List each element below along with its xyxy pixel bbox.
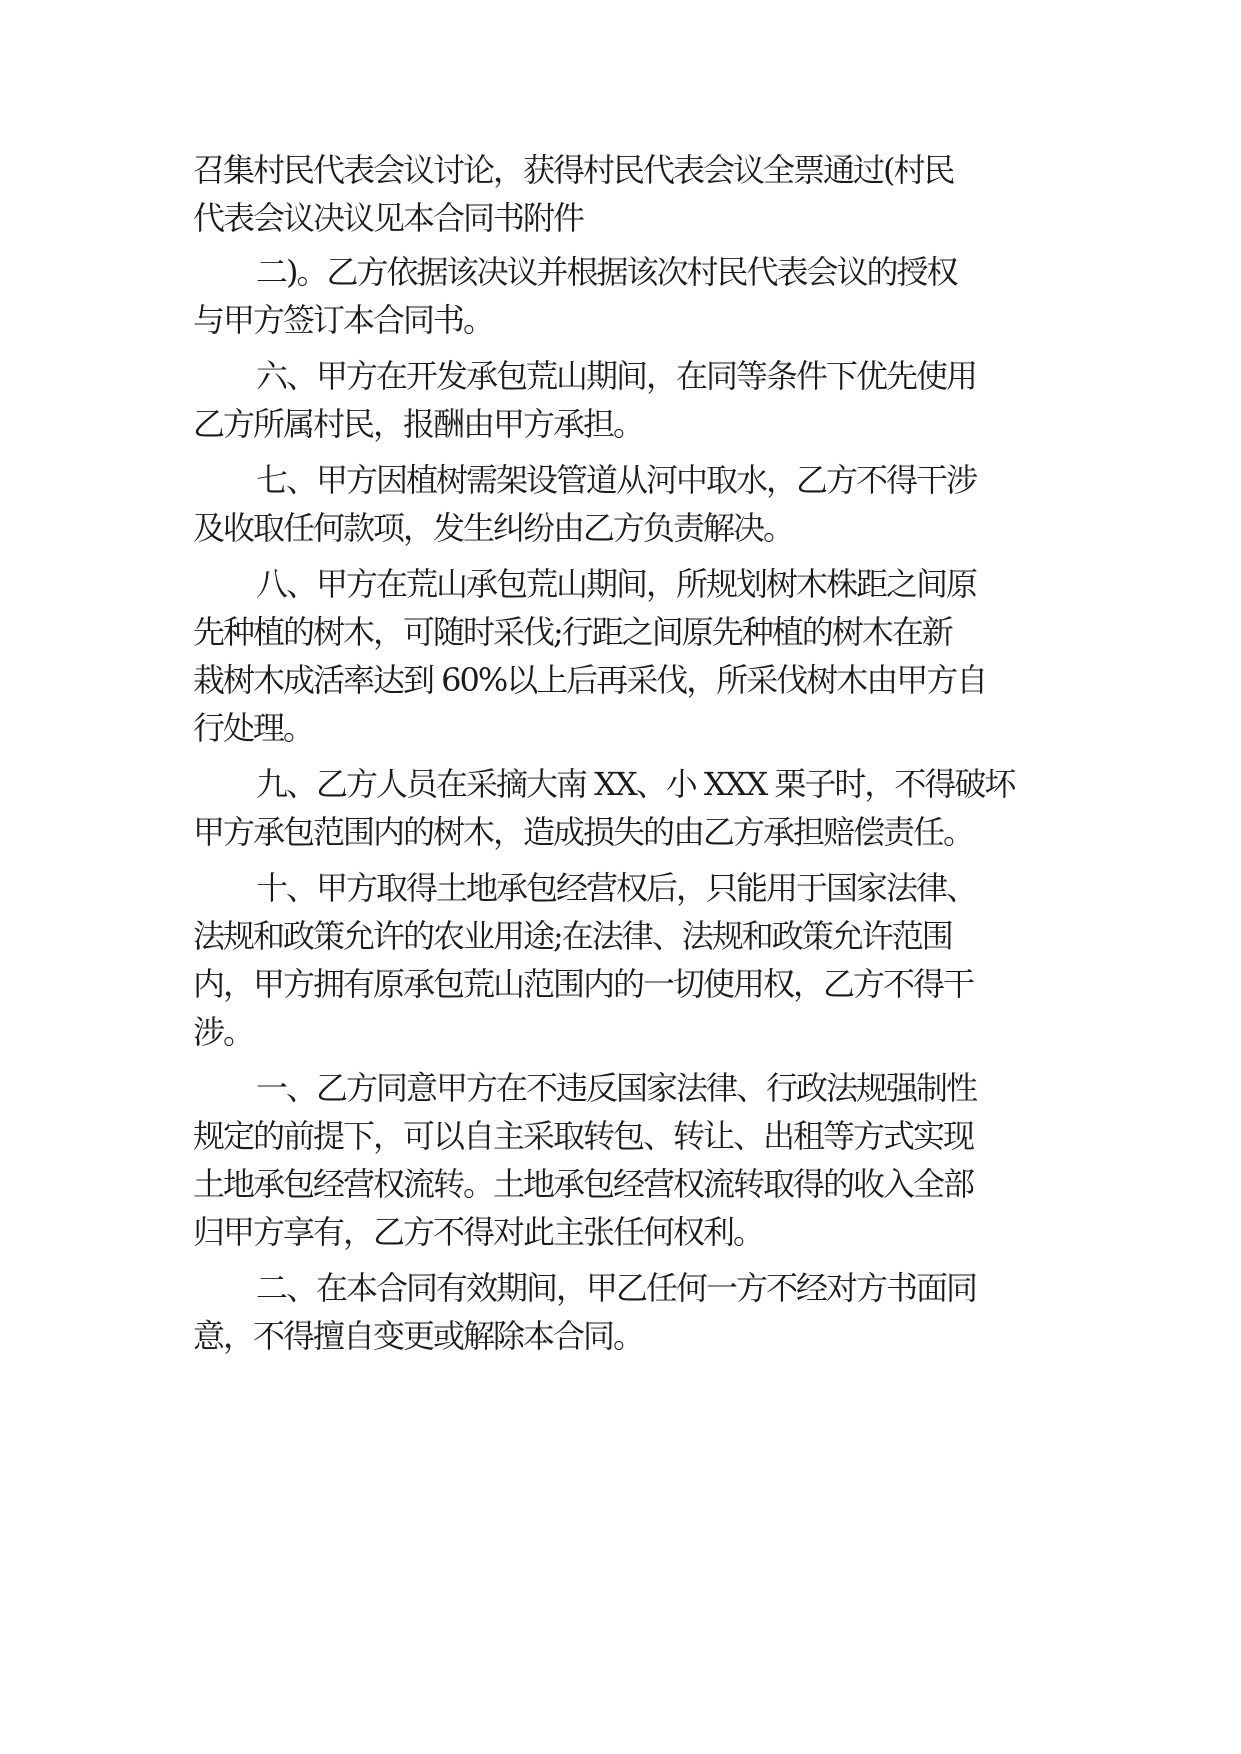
text-line-24: 意，不得擅自变更或解除本合同。 bbox=[193, 1317, 644, 1355]
text-line-17: 内，甲方拥有原承包荒山范围内的一切使用权，乙方不得干 bbox=[193, 965, 974, 1003]
text-line-16: 法规和政策允许的农业用途;在法律、法规和政策允许范围 bbox=[193, 917, 952, 955]
text-line-12: 行处理。 bbox=[193, 709, 314, 747]
text-line-11: 栽树木成活率达到 60%以上后再采伐，所采伐树木由甲方自 bbox=[193, 661, 987, 699]
text-line-9: 八、甲方在荒山承包荒山期间，所规划树木株距之间原 bbox=[256, 565, 977, 603]
text-line-22: 归甲方享有，乙方不得对此主张任何权利。 bbox=[193, 1213, 764, 1251]
text-line-23: 二、在本合同有效期间，甲乙任何一方不经对方书面同 bbox=[256, 1269, 977, 1307]
text-line-4: 与甲方签订本合同书。 bbox=[193, 301, 494, 339]
text-line-10: 先种植的树木，可随时采伐;行距之间原先种植的树木在新 bbox=[193, 613, 952, 651]
text-line-1: 召集村民代表会议讨论，获得村民代表会议全票通过(村民 bbox=[193, 151, 954, 189]
text-line-5: 六、甲方在开发承包荒山期间，在同等条件下优先使用 bbox=[256, 357, 977, 395]
text-line-7: 七、甲方因植树需架设管道从河中取水，乙方不得干涉 bbox=[256, 461, 977, 499]
text-line-8: 及收取任何款项，发生纠纷由乙方负责解决。 bbox=[193, 509, 794, 547]
text-line-20: 规定的前提下，可以自主采取转包、转让、出租等方式实现 bbox=[193, 1117, 974, 1155]
text-line-18: 涉。 bbox=[193, 1013, 254, 1051]
text-line-13: 九、乙方人员在采摘大南 XX、小 XXX 栗子时，不得破坏 bbox=[256, 765, 1015, 803]
text-line-3: 二)。乙方依据该决议并根据该次村民代表会议的授权 bbox=[256, 253, 957, 291]
text-line-19: 一、乙方同意甲方在不违反国家法律、行政法规强制性 bbox=[256, 1069, 977, 1107]
text-line-15: 十、甲方取得土地承包经营权后，只能用于国家法律、 bbox=[256, 869, 977, 907]
text-line-6: 乙方所属村民，报酬由甲方承担。 bbox=[193, 405, 644, 443]
text-line-2: 代表会议决议见本合同书附件 bbox=[193, 199, 584, 237]
text-line-21: 土地承包经营权流转。土地承包经营权流转取得的收入全部 bbox=[193, 1165, 974, 1203]
text-line-14: 甲方承包范围内的树木，造成损失的由乙方承担赔偿责任。 bbox=[193, 813, 974, 851]
